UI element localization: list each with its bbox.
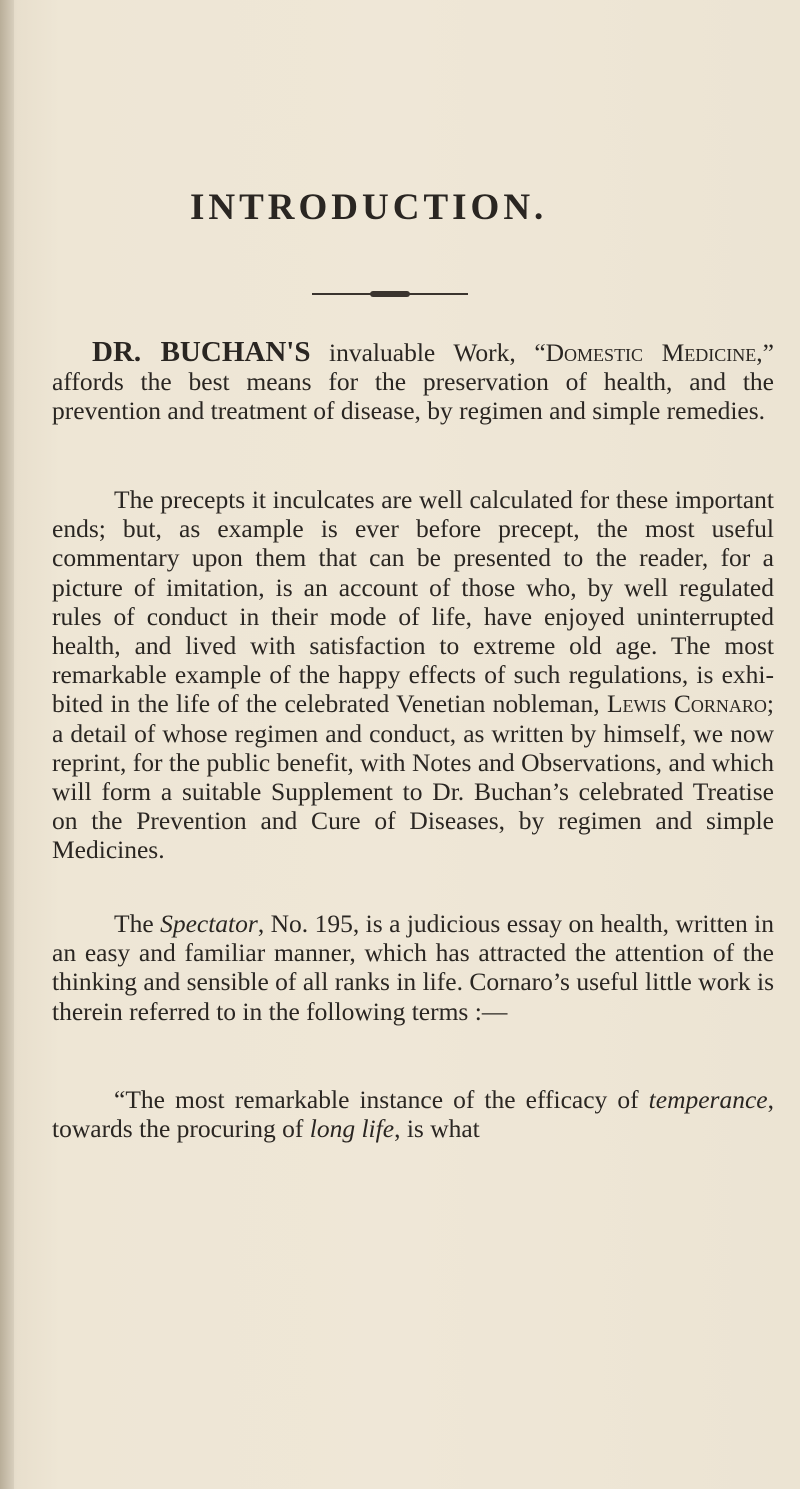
paragraph-3-text-b: , No. 195, is a judicious essay on health, written in an easy and familiar manner, which has attracted the attention of the thinking and sensible of all ranks in life. Cornaro’s useful little work is therein referred to in the following terms :—	[52, 909, 774, 1026]
author-name: DR. BUCHAN'S	[92, 336, 311, 368]
paragraph-4-text-a: “The most remarkable instance of the efficacy of	[114, 1085, 649, 1114]
paragraph-1-text-a: invaluable Work, “	[310, 338, 546, 367]
paragraph-2-text-b: ; a detail of whose regimen and conduct, as written by himself, we now reprint, for the public benefit, with Notes and Observations, and which will form a suitable Supplement to Dr. Buchan’s celebrated Treatise on the Prevention and Cure of Diseases, by regimen and simple Medicines.	[52, 689, 774, 865]
cornaro-name: Lewis Cornaro	[606, 689, 767, 719]
paragraph-1-text-b: ” affords the best means for the preservation of health, and the prevention and treatment of disease, by regimen and simple remedies.	[52, 338, 774, 426]
spectator-title: Spectator	[160, 909, 258, 938]
paragraph-4	[52, 1085, 774, 1143]
long-life-word: long life	[309, 1114, 395, 1144]
page-binding-edge	[0, 0, 14, 1489]
page-title: INTRODUCTION.	[190, 187, 548, 228]
temperance-word: temperance	[648, 1085, 768, 1114]
paragraph-2-text-a: The precepts it inculcates are well calculated for these important ends; but, as example is ever before precept, the most useful commentary upon them that can be presented to the reader, for a picture of imitation, is an account of those who, by well regulated rules of conduct in their mode of life, have enjoyed uninterrupted health, and lived with satisfaction to extreme old age. The most remarkable example of the happy effects of such regulations, is exhibited in the life of the celebrated Venetian nobleman,	[52, 485, 774, 719]
paragraph-4-text-b: , towards the procuring of	[52, 1085, 774, 1144]
paragraph-1	[52, 338, 774, 426]
paragraph-3-text-a: The	[114, 909, 161, 938]
ornamental-rule	[312, 293, 468, 295]
paragraph-2	[52, 485, 774, 865]
paragraph-3	[52, 909, 774, 1026]
book-title: Domestic Medicine,	[545, 338, 763, 367]
paragraph-4-text-c: , is what	[394, 1114, 480, 1144]
